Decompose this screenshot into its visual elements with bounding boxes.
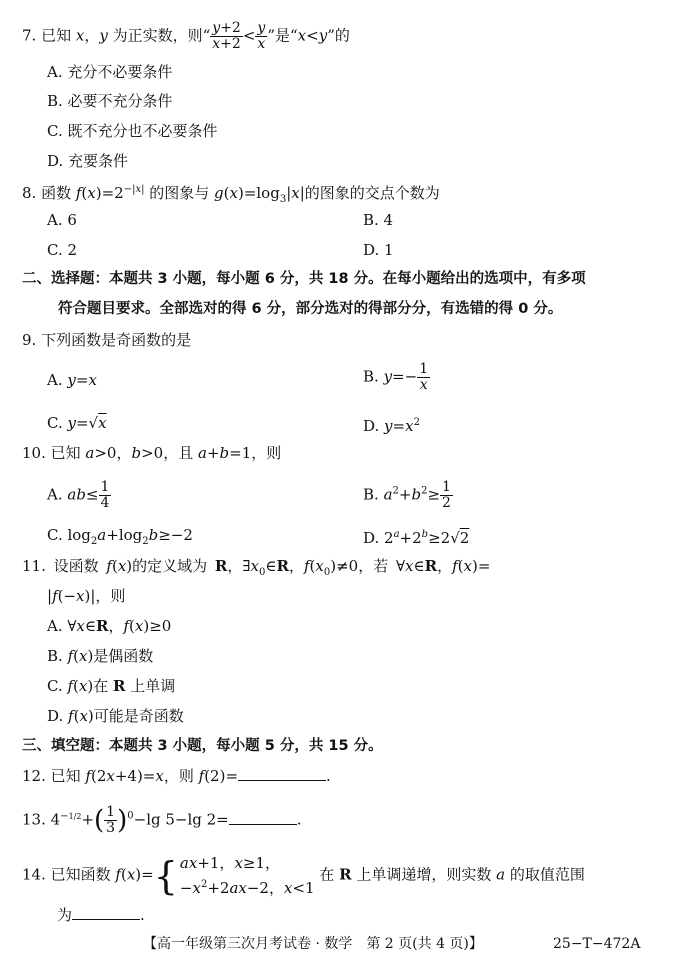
q10-option-b: B. $a^2+b^2\ge$ $\frac{1}{2}$ [363, 479, 451, 511]
q11-option-b: B. f(x)是偶函数 [47, 647, 154, 665]
q8-option-c: C. 2 [47, 241, 78, 259]
question-14-cont: 为 . [57, 906, 145, 924]
question-11: 11. 设函数 f(x)的定义域为 R，$\exists x_0\in R$，$f(x_0)\ne 0$，若 ∀x∈R，f(x)= [22, 557, 491, 578]
q7-option-d: D. 充要条件 [47, 152, 129, 170]
q9-option-b: B. y=− $\frac{1}{x}$ [363, 361, 429, 393]
q8-option-b: B. 4 [363, 211, 394, 229]
q12-answer-blank[interactable] [238, 766, 326, 781]
q8-option-d: D. 1 [363, 241, 394, 259]
q11-option-c: C. f(x)在 R 上单调 [47, 677, 176, 695]
q10-option-a: A. ab≤ $\frac{1}{4}$ [47, 479, 110, 511]
section-2-heading: 二、选择题：本题共 3 小题，每小题 6 分，共 18 分。在每小题给出的选项中，有多项 [22, 271, 586, 287]
question-11-cont: |f(−x)|，则 [47, 587, 126, 605]
q11-option-d: D. f(x)可能是奇函数 [47, 707, 184, 725]
q14-answer-blank[interactable] [72, 905, 140, 920]
question-10: 10. 已知 a>0，b>0，且 a+b=1，则 [22, 444, 282, 462]
question-8: 8. 函数 $f(x)=2^{-|x|}$ 的图象与 $g(x)=\log_3|x|$的图象的交点个数为 [22, 184, 440, 205]
q10-option-c: C. $\log_2a+\log_2b\ge-2$ [47, 526, 193, 547]
q7-option-a: A. 充分不必要条件 [47, 63, 173, 81]
question-12: 12. 已知 f(2x+4)=x，则 f(2)= . [22, 767, 331, 785]
q11-option-a: A. ∀x∈R，f(x)≥0 [47, 617, 172, 635]
footer-code: 25−T−472A [553, 936, 641, 952]
footer-title: 【高一年级第三次月考试卷 · 数学 第 2 页(共 4 页)】 [143, 936, 483, 952]
question-9: 9. 下列函数是奇函数的是 [22, 331, 192, 349]
q9-option-a: A. y=x [47, 371, 97, 389]
question-13: 13. $4^{-1/2}+$( $\frac{1}{3}$ )$^0$−lg 5−lg 2= . [22, 804, 302, 836]
q9-option-d: D. $y=x^2$ [363, 417, 420, 435]
section-3-heading: 三、填空题：本题共 3 小题，每小题 5 分，共 15 分。 [22, 738, 383, 754]
question-14: 14. 已知函数 f(x)={ ax+1，x≥1， $-x^2+2ax-2$，x<1 在 R 上单调递增，则实数 a 的取值范围 [22, 853, 585, 898]
q13-answer-blank[interactable] [229, 810, 297, 825]
question-7: 7. 已知 x，y 为正实数，则“ $\frac{y+2}{x+2}$ < $\frac{y}{x}$ ”是“x<y”的 [22, 20, 350, 52]
q9-option-c: C. y=√x [47, 414, 107, 432]
q7-option-b: B. 必要不充分条件 [47, 92, 173, 110]
q10-option-d: D. $2^a+2^b\ge 2√2$ [363, 529, 470, 547]
q7-option-c: C. 既不充分也不必要条件 [47, 122, 218, 140]
section-2-instructions: 符合题目要求。全部选对的得 6 分，部分选对的得部分分，有选错的得 0 分。 [58, 301, 563, 317]
q8-option-a: A. 6 [47, 211, 77, 229]
